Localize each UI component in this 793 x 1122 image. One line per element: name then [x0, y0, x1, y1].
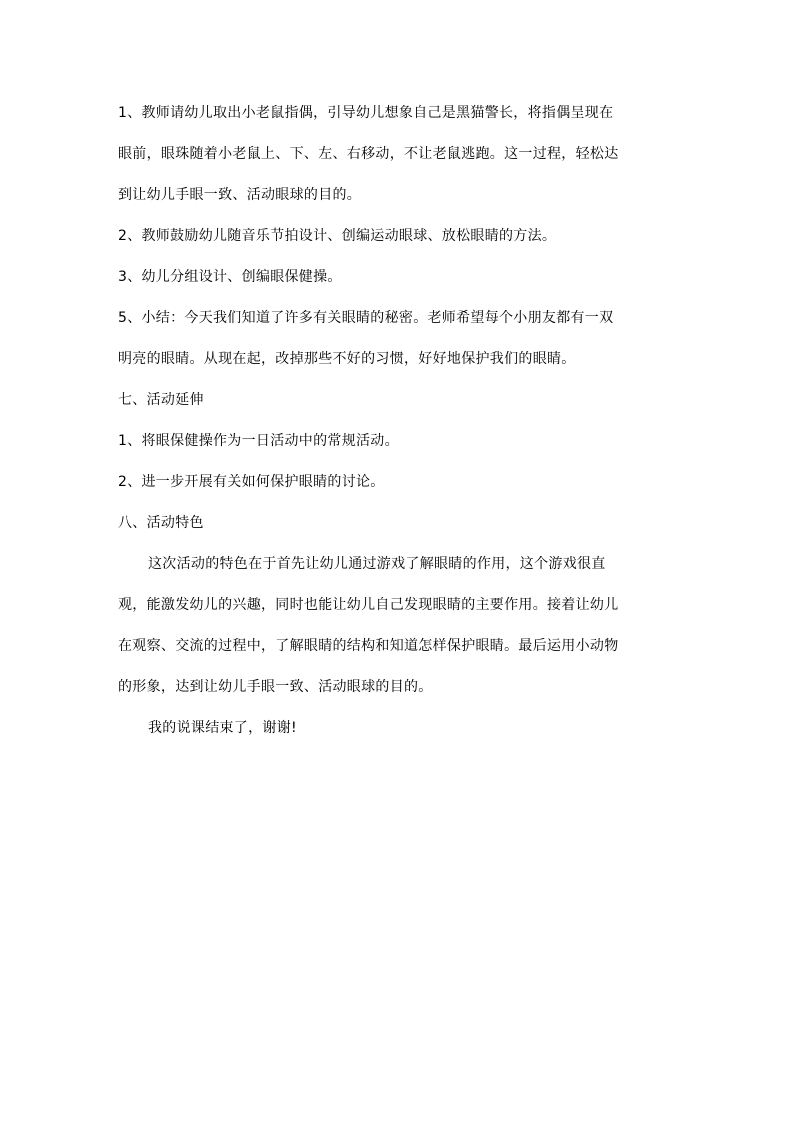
section-heading: 七、活动延伸 [118, 392, 204, 408]
section-heading-features [118, 513, 678, 533]
text-line: 这次活动的特色在于首先让幼儿通过游戏了解眼睛的作用，这个游戏很直 [148, 556, 606, 572]
paragraph-step-2 [118, 226, 678, 246]
paragraph-step-3 [118, 267, 678, 287]
text-line: 明亮的眼睛。从现在起，改掉那些不好的习惯，好好地保护我们的眼睛。 [118, 351, 576, 367]
paragraph-extension-1 [118, 431, 678, 451]
section-heading-extension [118, 390, 678, 410]
paragraph-closing [118, 718, 678, 738]
text-line: 的形象，达到让幼儿手眼一致、活动眼球的目的。 [118, 679, 433, 695]
text-line: 2、教师鼓励幼儿随音乐节拍设计、创编运动眼球、放松眼睛的方法。 [118, 228, 557, 244]
text-line: 观，能激发幼儿的兴趣，同时也能让幼儿自己发现眼睛的主要作用。接着让幼儿 [118, 597, 619, 613]
section-heading: 八、活动特色 [118, 515, 204, 531]
text-line: 5、小结：今天我们知道了许多有关眼睛的秘密。老师希望每个小朋友都有一双 [118, 310, 614, 326]
text-line: 1、教师请幼儿取出小老鼠指偶，引导幼儿想象自己是黑猫警长，将指偶呈现在 [118, 105, 614, 121]
text-line: 眼前，眼珠随着小老鼠上、下、左、右移动，不让老鼠逃跑。这一过程，轻松达 [118, 146, 619, 162]
text-line: 1、将眼保健操作为一日活动中的常规活动。 [118, 433, 399, 449]
text-line: 在观察、交流的过程中，了解眼睛的结构和知道怎样保护眼睛。最后运用小动物 [118, 638, 619, 654]
text-line: 3、幼儿分组设计、创编眼保健操。 [118, 269, 342, 285]
text-line: 2、进一步开展有关如何保护眼睛的讨论。 [118, 474, 385, 490]
document-body [118, 103, 678, 738]
paragraph-features [118, 554, 678, 697]
paragraph-step-1 [118, 103, 678, 205]
text-line: 我的说课结束了，谢谢! [148, 720, 297, 736]
paragraph-extension-2 [118, 472, 678, 492]
paragraph-summary [118, 308, 678, 369]
text-line: 到让幼儿手眼一致、活动眼球的目的。 [118, 187, 362, 203]
